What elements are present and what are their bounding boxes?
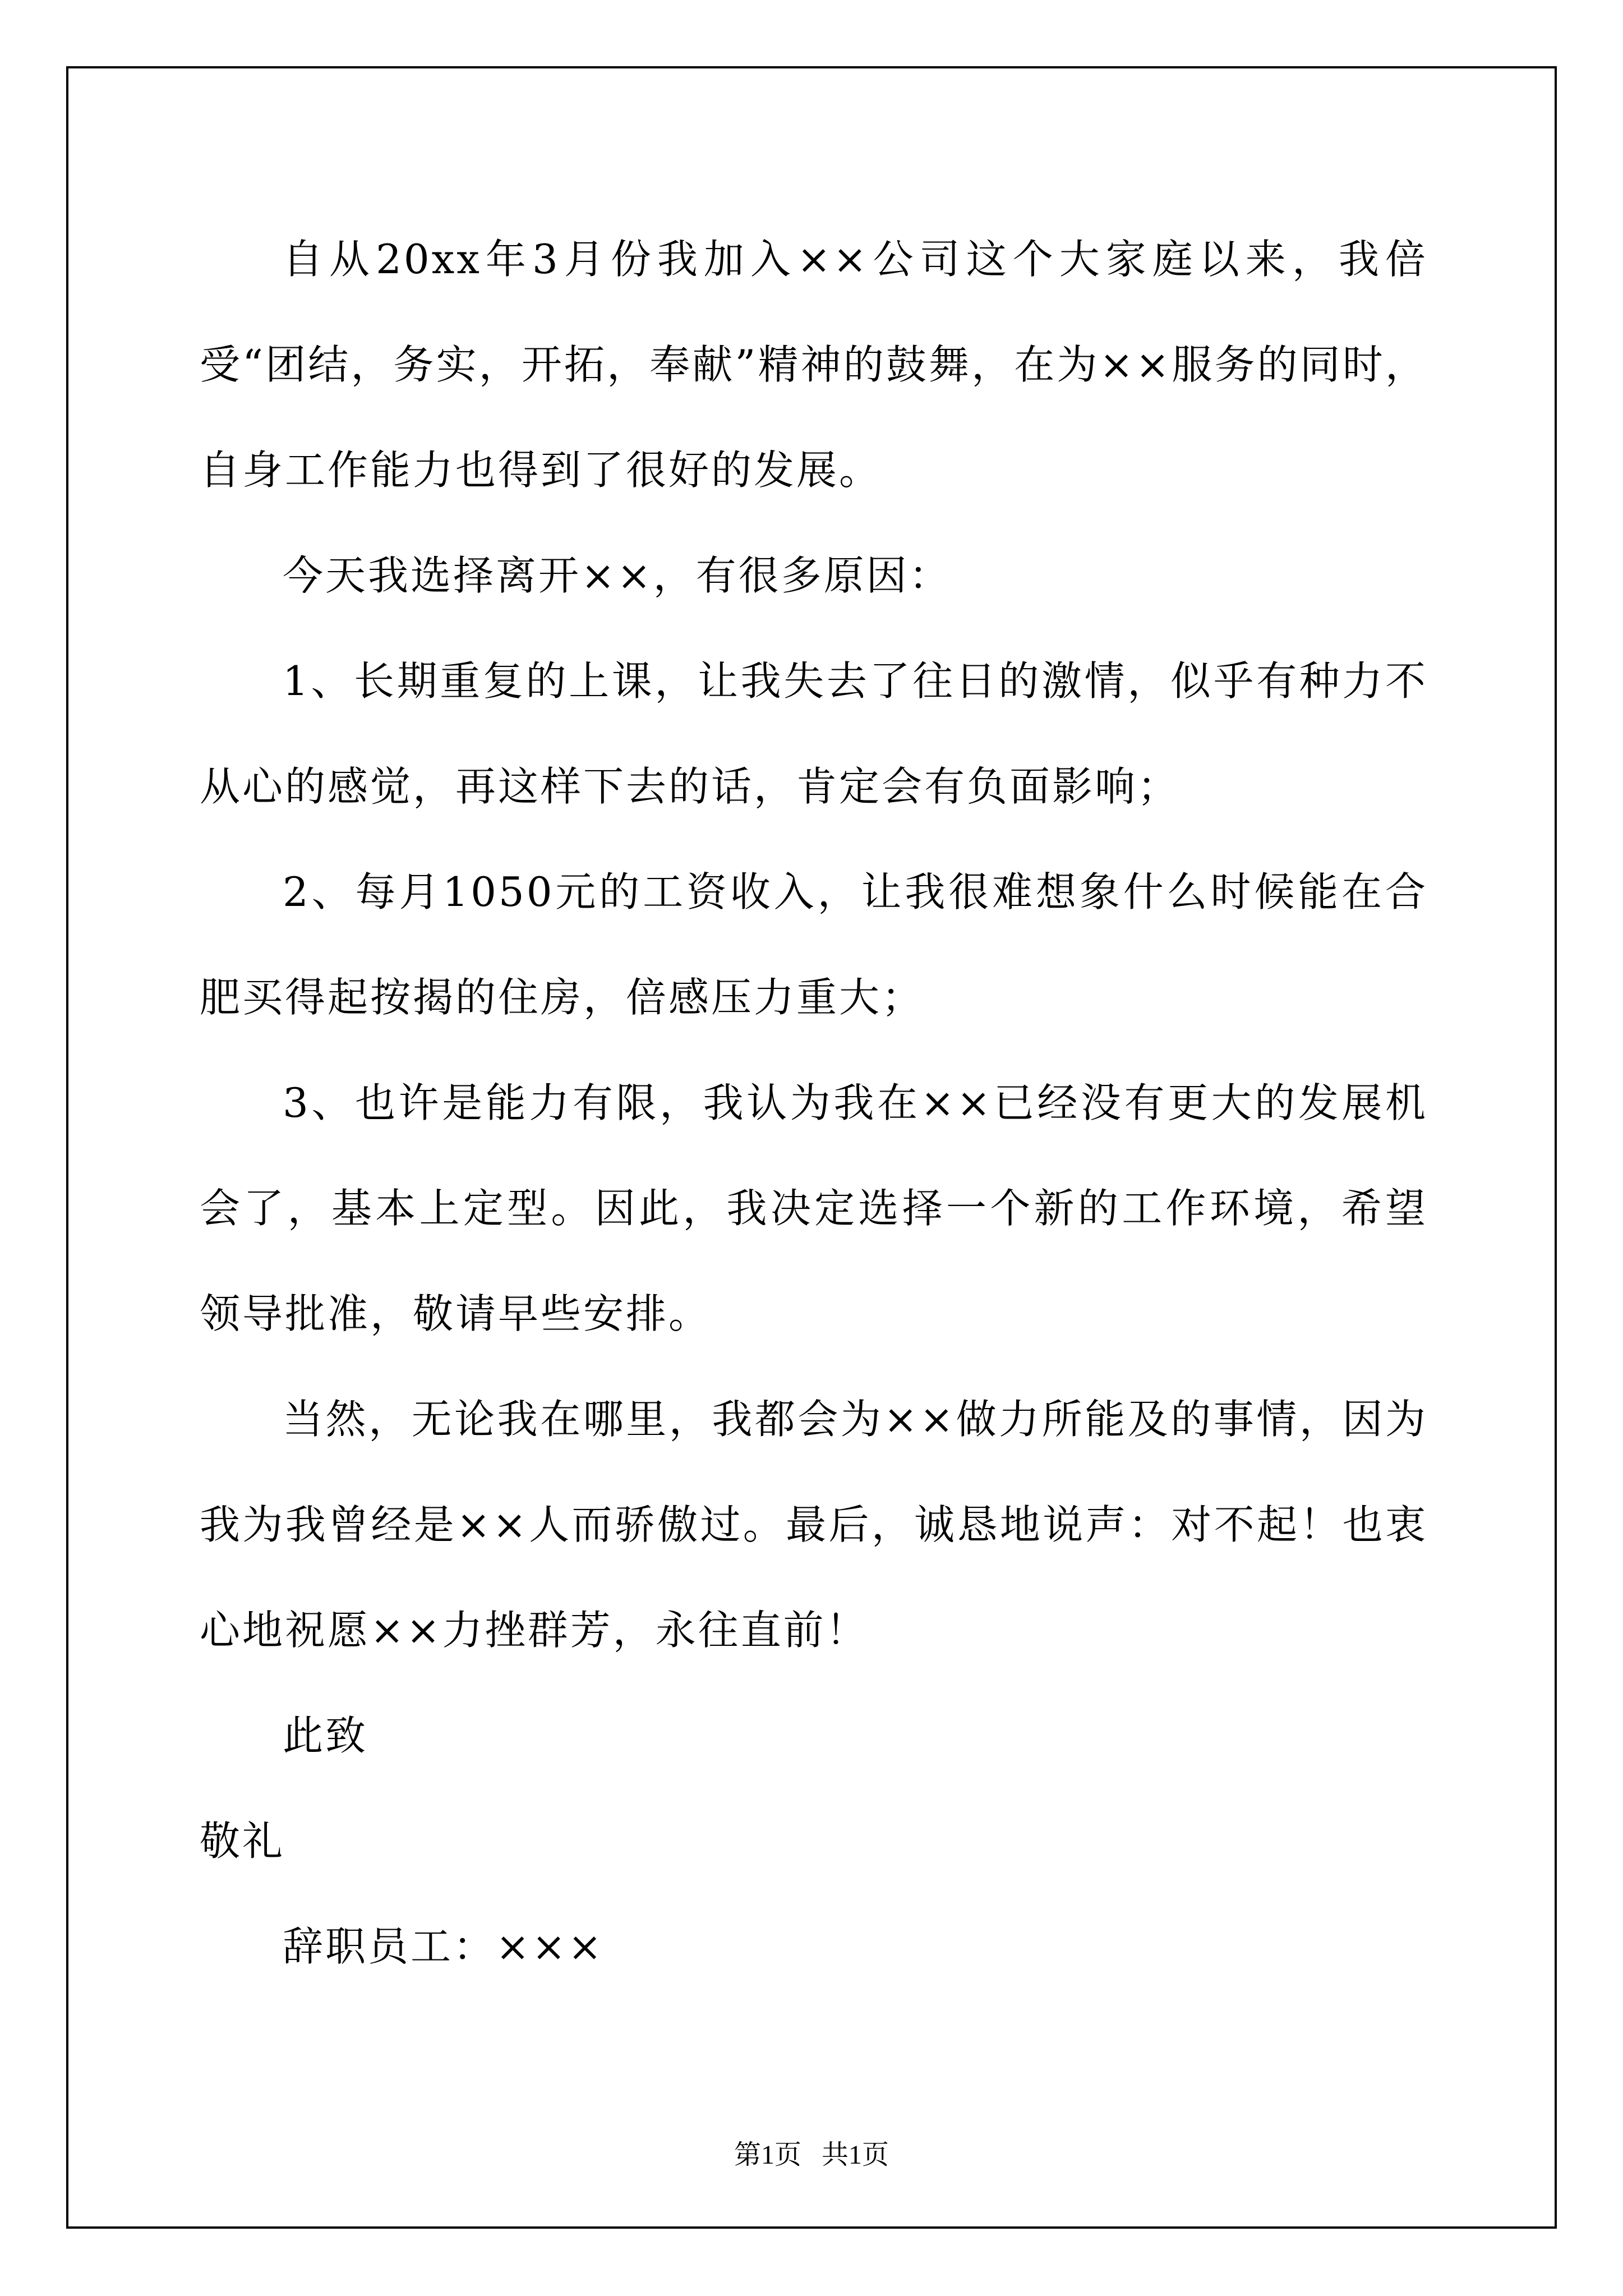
paragraph-closing: 当然，无论我在哪里，我都会为××做力所能及的事情，因为我为我曾经是××人而骄傲过。最后，诚恳地说声：对不起！也衷心地祝愿××力挫群芳，永往直前！ xyxy=(200,1396,1428,1654)
signature-line: 辞职员工：××× xyxy=(283,1923,604,1970)
letter-body xyxy=(200,206,1428,1999)
paragraph-reason-2: 2、每月1050元的工资收入，让我很难想象什么时候能在合肥买得起按揭的住房，倍感压力重大； xyxy=(200,868,1428,1021)
page-footer xyxy=(0,2138,1623,2172)
paragraph-reasons-heading: 今天我选择离开××，有很多原因： xyxy=(283,552,952,599)
paragraph-reason-3: 3、也许是能力有限，我认为我在××已经没有更大的发展机会了，基本上定型。因此，我决定选择一个新的工作环境，希望领导批准，敬请早些安排。 xyxy=(200,1079,1428,1337)
salutation-jingli: 敬礼 xyxy=(200,1818,285,1865)
salutation-cizhi: 此致 xyxy=(283,1712,368,1759)
paragraph-intro: 自从20xx年3月份我加入××公司这个大家庭以来，我倍受“团结，务实，开拓，奉献”精神的鼓舞，在为××服务的同时，自身工作能力也得到了很好的发展。 xyxy=(200,236,1428,494)
page-number-label: 第1页 共1页 xyxy=(734,2140,889,2170)
paragraph-reason-1: 1、长期重复的上课，让我失去了往日的激情，似乎有种力不从心的感觉，再这样下去的话，肯定会有负面影响； xyxy=(200,657,1428,810)
